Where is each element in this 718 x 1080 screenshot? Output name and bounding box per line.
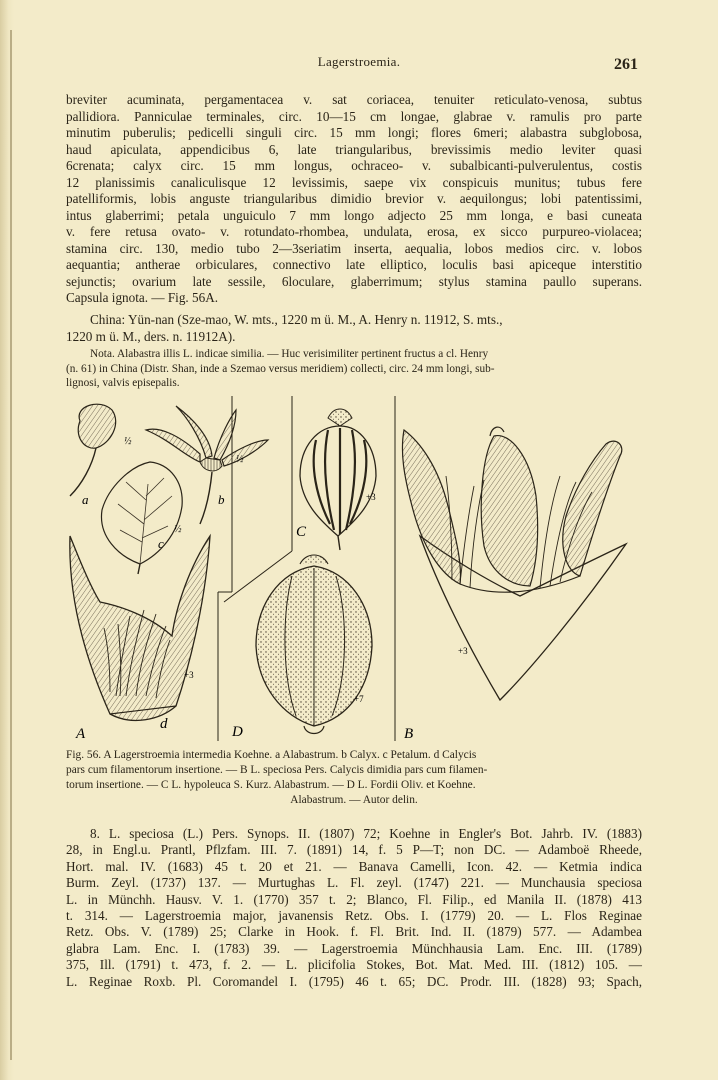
scale-mark: ½ xyxy=(236,454,244,465)
species-entry-line: L. Reginae Roxb. Pl. Coromandel I. (1795) 46 t. 65; DC. Prodr. III. (1828) 93; Spach, xyxy=(66,973,642,989)
description-line: breviter acuminata, pergamentacea v. sat coriacea, tenuiter reticulato-venosa, subtus xyxy=(66,92,642,107)
species-entry-line: 375, Ill. (1791) t. 473, f. 2. — L. plicifolia Stokes, Bot. Mat. Med. III. (1812) 105. — xyxy=(66,957,642,973)
species-entry-line: t. 314. — Lagerstroemia major, javanensis Retz. Obs. I. (1779) 20. — L. Flos Reginae xyxy=(66,908,642,924)
distribution-line: 1220 m ü. M., ders. n. 11912A). xyxy=(66,328,236,344)
description-line: Capsula ignota. — Fig. 56A. xyxy=(66,290,219,305)
part-label-a: a xyxy=(82,492,89,507)
panel-letter-B: B xyxy=(404,726,414,742)
bud-drawing-a xyxy=(70,404,116,496)
nota-paragraph xyxy=(66,347,642,391)
scale-mark: +3 xyxy=(458,646,468,656)
description-line: 6crenata; calyx circ. 15 mm longus, ochraceo- v. subalbicanti-pulverulentus, costis xyxy=(66,158,642,173)
scale-mark: ½ xyxy=(174,524,182,535)
figure-caption xyxy=(66,748,642,808)
description-line: minutim puberulis; pedicelli singuli circ. 15 mm longi; flores 6meri; alabastra subglobosa, xyxy=(66,125,642,140)
species-entry-line: 28, in Engl.u. Prantl, Pflzfam. III. 7. (1891) 14, f. 5 P—T; non DC. — Adamboë Rheede, xyxy=(66,842,642,858)
caption-line: torum insertione. — C L. hypoleuca S. Kurz. Alabastrum. — D L. Fordii Oliv. et Koehne. xyxy=(66,779,476,791)
panel-letter-C: C xyxy=(296,524,307,540)
description-line: haud apiculata, appendicibus 6, late triangularibus, brevissimis medio leviter quasi xyxy=(66,141,642,157)
binding-shadow-line xyxy=(10,30,12,1060)
species-entry-line: Retz. Obs. V. (1789) 25; Clarke in Hook. f. Fl. Brit. Ind. II. (1879) 577. — Adambea xyxy=(66,924,642,940)
page-number: 261 xyxy=(614,56,638,73)
description-line: sejunctis; ovarium late sessile, 6loculare, glaberrimum; stylus stamina paullo superans. xyxy=(66,273,642,289)
species-description xyxy=(66,92,642,307)
scale-mark: +3 xyxy=(184,670,194,680)
caption-line: pars cum filamentorum insertione. — B L. speciosa Pers. Calycis dimidia pars cum filamen- xyxy=(66,764,488,776)
description-line: v. fere retusa ovato- v. rotundato-rhombea, undulata, erosa, ex sicco purpureo-violacea; xyxy=(66,224,642,239)
distribution-paragraph xyxy=(66,312,642,345)
description-line: stamina circ. 130, medio tubo 2—3seriatim inserta, aequalia, lobos medios circ. v. lobos xyxy=(66,240,642,256)
illustration-svg xyxy=(60,396,660,746)
species-entry-line: 8. L. speciosa (L.) Pers. Synops. II. (1807) 72; Koehne in Engler's Bot. Jahrb. IV. (1883) xyxy=(90,826,642,841)
nota-line: lignosi, valvis episepalis. xyxy=(66,377,180,389)
bud-drawing-D xyxy=(256,555,372,734)
panel-letter-A: A xyxy=(76,726,86,742)
part-label-c: c xyxy=(158,536,164,551)
description-line: aequantia; antherae orbiculares, connectivo late elliptico, loculis basi apiceque interstitio xyxy=(66,257,642,272)
botanical-illustration-fig-56 xyxy=(60,396,660,746)
scale-mark: +7 xyxy=(354,694,364,704)
nota-line: (n. 61) in China (Distr. Shan, inde a Szemao versus meridiem) collecti, circ. 24 mm longi, sub- xyxy=(66,362,495,375)
species-entry-line: Hort. mal. IV. (1683) 45 t. 20 et 21. — Banava Camelli, Icon. 42. — Ketmia indica xyxy=(66,858,642,874)
caption-line: Fig. 56. A Lagerstroemia intermedia Koehne. a Alabastrum. b Calyx. c Petalum. d Calycis xyxy=(66,749,477,761)
caption-line: Alabastrum. — Autor delin. xyxy=(290,794,418,806)
petal-drawing-c xyxy=(101,462,182,574)
species-entry-speciosa xyxy=(66,826,642,990)
part-label-d: d xyxy=(160,716,168,732)
running-head xyxy=(0,54,718,74)
species-entry-line: Burm. Zeyl. (1737) 137. — Murtughas L. Fl. zeyl. (1747) 221. — Munchausia speciosa xyxy=(66,875,642,891)
description-line: 12 planissimis canaliculisque 12 levissimis, saepe vix conspicuis munitus; tubus fere xyxy=(66,174,642,190)
description-line: patelliformis, lobis anguste triangularibus dimidio brevior v. aequilongus; lobi patentissimi, xyxy=(66,191,642,206)
calyx-drawing-b xyxy=(146,406,268,524)
scale-mark: +3 xyxy=(366,492,376,502)
species-entry-line: L. in Münchh. Hausv. V. 1. (1770) 357 t. 2; Blanco, Fl. Filip., ed Manila II. (1878) 413 xyxy=(66,891,642,907)
panel-letter-D: D xyxy=(232,724,243,740)
nota-line: Nota. Alabastra illis L. indicae similia. — Huc verisimiliter pertinent fructus a cl. Henry xyxy=(90,348,489,360)
running-title: Lagerstroemia. xyxy=(317,54,401,69)
species-entry-line: glabra Lam. Enc. I. (1783) 39. — Lagerstroemia Münchhausia Lam. Enc. III. (1789) xyxy=(66,940,642,956)
distribution-line: China: Yün-nan (Sze-mao, W. mts., 1220 m ü. M., A. Henry n. 11912, S. mts., xyxy=(90,312,503,327)
part-label-b: b xyxy=(218,492,225,507)
calyx-half-drawing-B xyxy=(402,427,626,700)
description-line: intus glaberrimi; petala unguiculo 7 mm longo adjecto 25 mm longa, e basi cuneata xyxy=(66,207,642,223)
scale-mark: ½ xyxy=(124,436,132,447)
description-line: pallidiora. Panniculae terminales, circ. 10—15 cm longae, glabrae v. ramulis pro parte xyxy=(66,108,642,124)
bud-drawing-C xyxy=(300,409,376,550)
